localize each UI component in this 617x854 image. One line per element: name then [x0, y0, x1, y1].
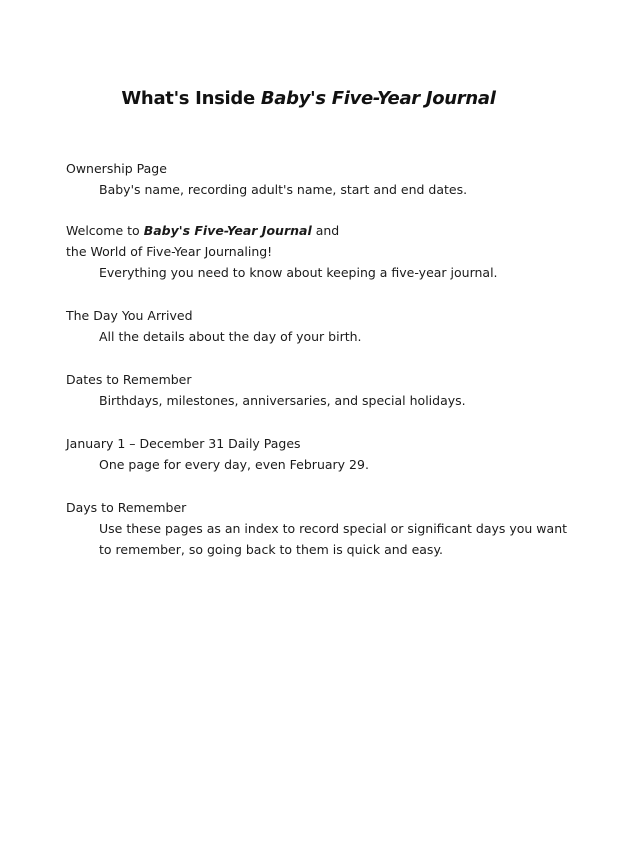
contents-entry-day-you-arrived	[66, 305, 566, 347]
entry-heading: Dates to Remember	[66, 372, 192, 387]
contents-entry-dates-to-remember	[66, 369, 566, 411]
entry-description: Baby's name, recording adult's name, start and end dates.	[99, 182, 468, 197]
entry-heading-prefix: Welcome to	[66, 223, 144, 238]
page-title-prefix: What's Inside	[121, 88, 261, 109]
entry-description: Birthdays, milestones, anniversaries, and special holidays.	[99, 393, 466, 408]
entry-heading-suffix: and	[311, 223, 340, 238]
contents-entry-ownership	[66, 158, 566, 200]
entry-heading: Days to Remember	[66, 500, 187, 515]
entry-heading: Ownership Page	[66, 161, 167, 176]
entry-heading	[66, 220, 566, 241]
entry-heading: January 1 – December 31 Daily Pages	[66, 436, 301, 451]
entry-description: Use these pages as an index to record special or significant days you want to remember, so going back to them is quick and easy.	[99, 521, 568, 557]
entry-description: Everything you need to know about keeping a five-year journal.	[99, 265, 498, 280]
entry-description: One page for every day, even February 29.	[99, 457, 369, 472]
entry-heading-book-name: Baby's Five-Year Journal	[143, 223, 312, 238]
contents-entry-days-to-remember	[66, 497, 566, 560]
page-title-book-name: Baby's Five-Year Journal	[260, 88, 496, 109]
entry-description: All the details about the day of your birth.	[99, 329, 362, 344]
contents-entry-daily-pages	[66, 433, 566, 475]
entry-heading: The Day You Arrived	[66, 308, 193, 323]
contents-entry-welcome	[66, 220, 566, 283]
contents-list	[66, 158, 566, 560]
entry-heading-line-2: the World of Five-Year Journaling!	[66, 244, 273, 259]
page-title	[0, 88, 617, 109]
